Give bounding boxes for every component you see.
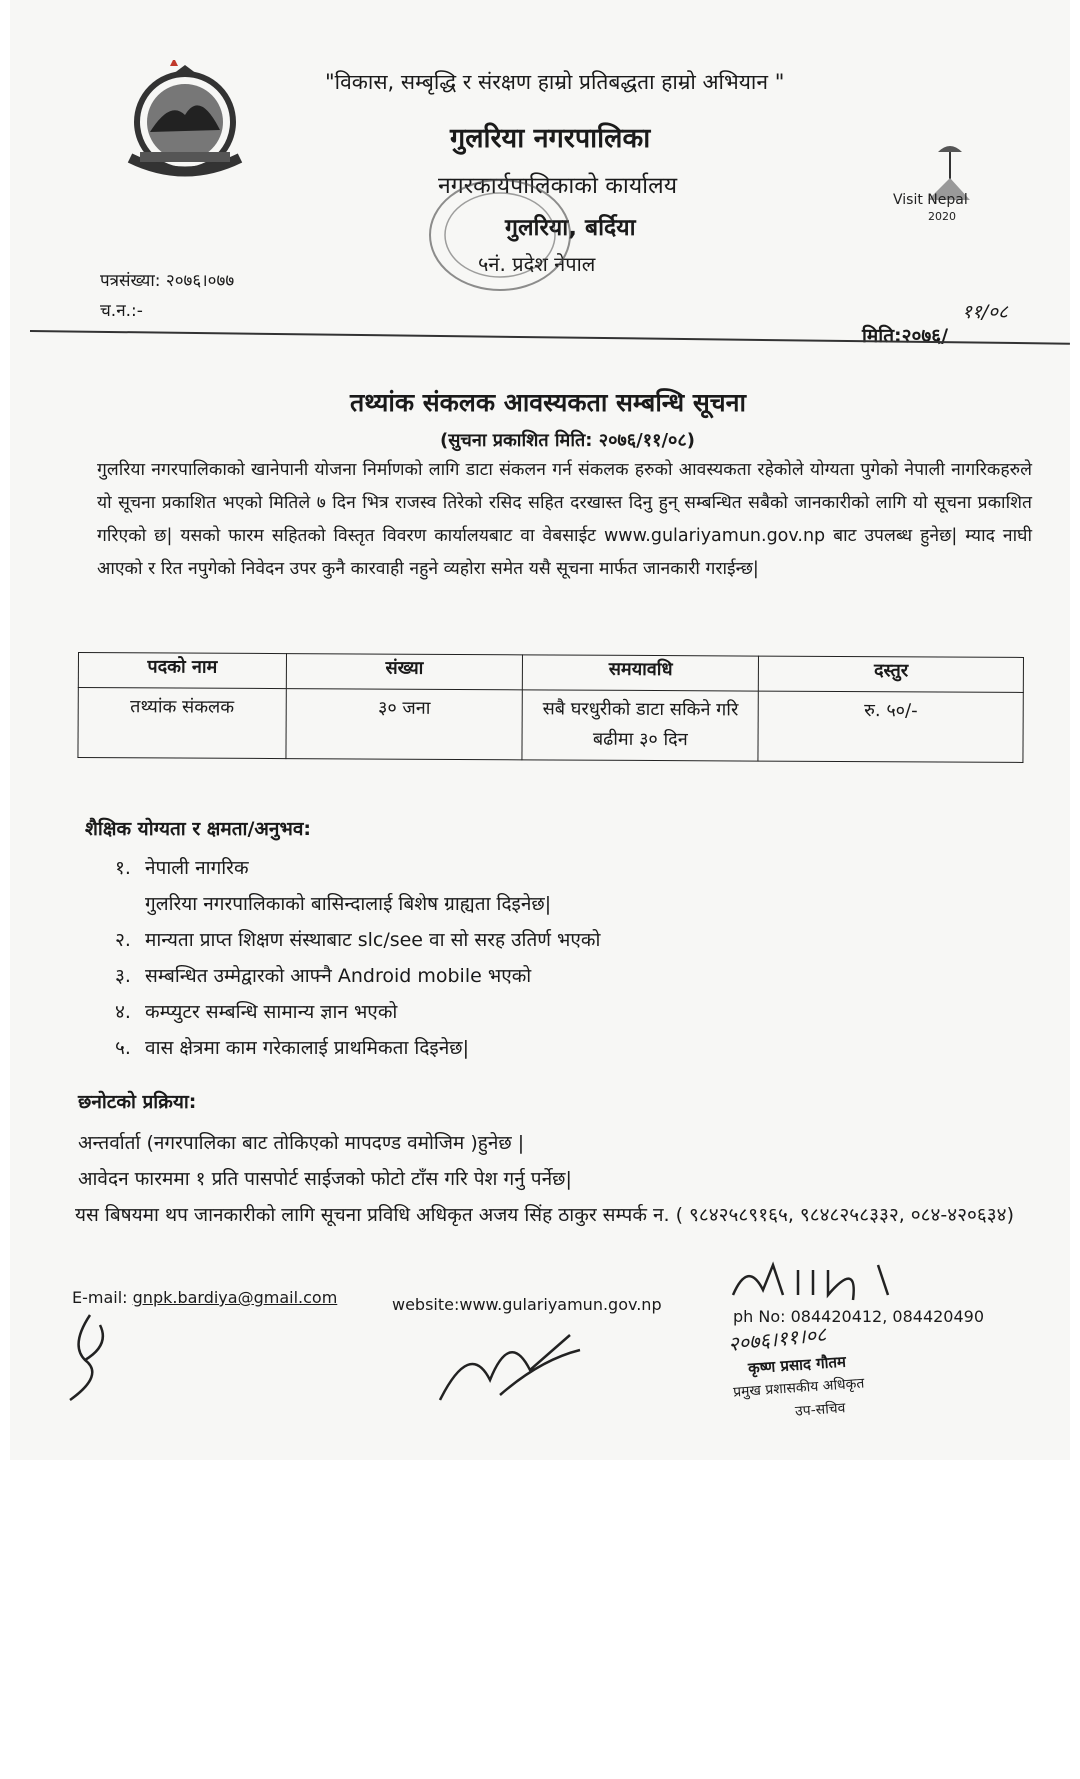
office-name: नगरकार्यपालिकाको कार्यालय <box>438 173 678 199</box>
selection-heading: छनोटको प्रक्रिया: <box>78 1091 197 1113</box>
table-row <box>78 688 1023 763</box>
handwritten-date: ११/०८ <box>962 301 1008 323</box>
item-text: गुलरिया नगरपालिकाको बासिन्दालाई बिशेष ग्राह्यता दिइनेछ| <box>145 893 552 915</box>
visit-nepal-year: 2020 <box>928 210 956 223</box>
list-item: अन्तर्वार्ता (नगरपालिका बाट तोकिएको मापदण्ड वमोजिम )हुनेछ | <box>78 1132 525 1154</box>
item-number: १. <box>115 857 131 879</box>
item-number: ४. <box>115 1001 131 1023</box>
signature-left-icon <box>50 1305 130 1415</box>
notice-body: गुलरिया नगरपालिकाको खानेपानी योजना निर्माणको लागि डाटा संकलन गर्न संकलक हरुको आवस्यकता रहेकोले योग्यता पुगेको नेपाली नागरिकहरुले यो सूचना प्रकाशित भएको मितिले ७ दिन भित्र राजस्व तिरेको रसिद सहित दरखास्त दिनु हुन् सम्बन्धित सबैको जानकारीको लागि यो सूचना प्रकाशित गरिएको छ| यसको फारम सहितको विस्तृत विवरण कार्यालयबाट वा वेबसाईट www.gulariyamun.gov.np बाट उपलब्ध हुनेछ| म्याद नाघी आएको र रित नपुगेको निवेदन उपर कुनै कारवाही नहुने व्यहोरा समेत यसै सूचना मार्फत जानकारी गराईन्छ| <box>97 460 1032 579</box>
signatory-name: कृष्ण प्रसाद गौतम <box>747 1352 847 1378</box>
list-item <box>115 994 600 1030</box>
item-text: वास क्षेत्रमा काम गरेकालाई प्राथमिकता दिइनेछ| <box>145 1037 470 1059</box>
office-place: गुलरिया, बर्दिया <box>505 215 636 241</box>
signatory-rank: उप-सचिव <box>794 1400 846 1420</box>
nepal-emblem-icon <box>110 60 260 190</box>
table-header-cell: दस्तुर <box>759 656 1024 692</box>
signatory-designation: प्रमुख प्रशासकीय अधिकृत <box>732 1375 865 1401</box>
email-link[interactable]: gnpk.bardiya@gmail.com <box>132 1288 338 1307</box>
item-text: सम्बन्धित उम्मेद्वारको आफ्नै Android mobile भएको <box>145 965 532 987</box>
item-number: ५. <box>115 1037 131 1059</box>
municipality-name: गुलरिया नगरपालिका <box>450 123 651 154</box>
website-link[interactable]: website:www.gulariyamun.gov.np <box>392 1295 662 1314</box>
item-number: ३. <box>115 965 131 987</box>
visit-nepal-text: Visit Nepal <box>893 192 968 208</box>
qualifications-list <box>115 850 600 1066</box>
post-table <box>77 652 1024 763</box>
notice-title: तथ्यांक संकलक आवस्यकता सम्बन्धि सूचना <box>350 388 746 417</box>
signature-right-icon <box>728 1255 908 1315</box>
qualifications-heading: शैक्षिक योग्यता र क्षमता/अनुभव: <box>85 818 311 840</box>
visit-nepal-logo-icon <box>888 140 1028 240</box>
reference-number: पत्रसंख्या: २०७६।०७७ <box>100 271 235 291</box>
phone-numbers: ph No: 084420412, 084420490 <box>733 1307 985 1326</box>
published-date: (सुचना प्रकाशित मिति: २०७६/११/०८) <box>440 430 695 451</box>
list-item <box>115 1030 600 1066</box>
item-text: कम्प्युटर सम्बन्धि सामान्य ज्ञान भएको <box>145 1001 398 1023</box>
dispatch-number: च.न.:- <box>100 301 143 321</box>
motto: "विकास, सम्बृद्धि र संरक्षण हाम्रो प्रतिबद्धता हाम्रो अभियान " <box>325 70 785 94</box>
item-text: मान्यता प्राप्त शिक्षण संस्थाबाट slc/see वा सो सरह उतिर्ण भएको <box>145 929 601 951</box>
table-header-row <box>78 653 1023 693</box>
contact-info: यस बिषयमा थप जानकारीको लागि सूचना प्रविधि अधिकृत अजय सिंह ठाकुर सम्पर्क न. ( ९८४२५८९१६५, ९८४८२५८३३२, ०८४-४२०६३४) <box>75 1204 1014 1226</box>
item-number: २. <box>115 929 131 951</box>
office-stamp-icon <box>410 165 580 305</box>
item-text: नेपाली नागरिक <box>145 857 249 879</box>
table-cell: सबै घरधुरीको डाटा सकिने गरि बढीमा ३० दिन <box>522 690 759 761</box>
province: ५नं. प्रदेश नेपाल <box>478 252 596 276</box>
letter-date: मिति:२०७६/ <box>862 325 949 347</box>
signature-center-icon <box>430 1320 590 1410</box>
list-item <box>115 886 600 922</box>
list-item <box>115 850 600 886</box>
list-item <box>115 922 600 958</box>
table-header-cell: संख्या <box>286 654 522 690</box>
list-item: आवेदन फारममा १ प्रति पासपोर्ट साईजको फोटो टाँस गरि पेश गर्नु पर्नेछ| <box>78 1168 572 1190</box>
table-cell: ३० जना <box>286 689 523 760</box>
table-header-cell: समयावधि <box>522 655 758 691</box>
list-item <box>115 958 600 994</box>
email-label: E-mail: <box>72 1288 133 1307</box>
table-cell: तथ्यांक संकलक <box>78 688 286 759</box>
table-header-cell: पदको नाम <box>78 653 286 689</box>
table-cell: रु. ५०/- <box>758 691 1023 762</box>
selection-list <box>78 1125 572 1197</box>
signature-date: २०७६।११।०८ <box>727 1321 828 1357</box>
